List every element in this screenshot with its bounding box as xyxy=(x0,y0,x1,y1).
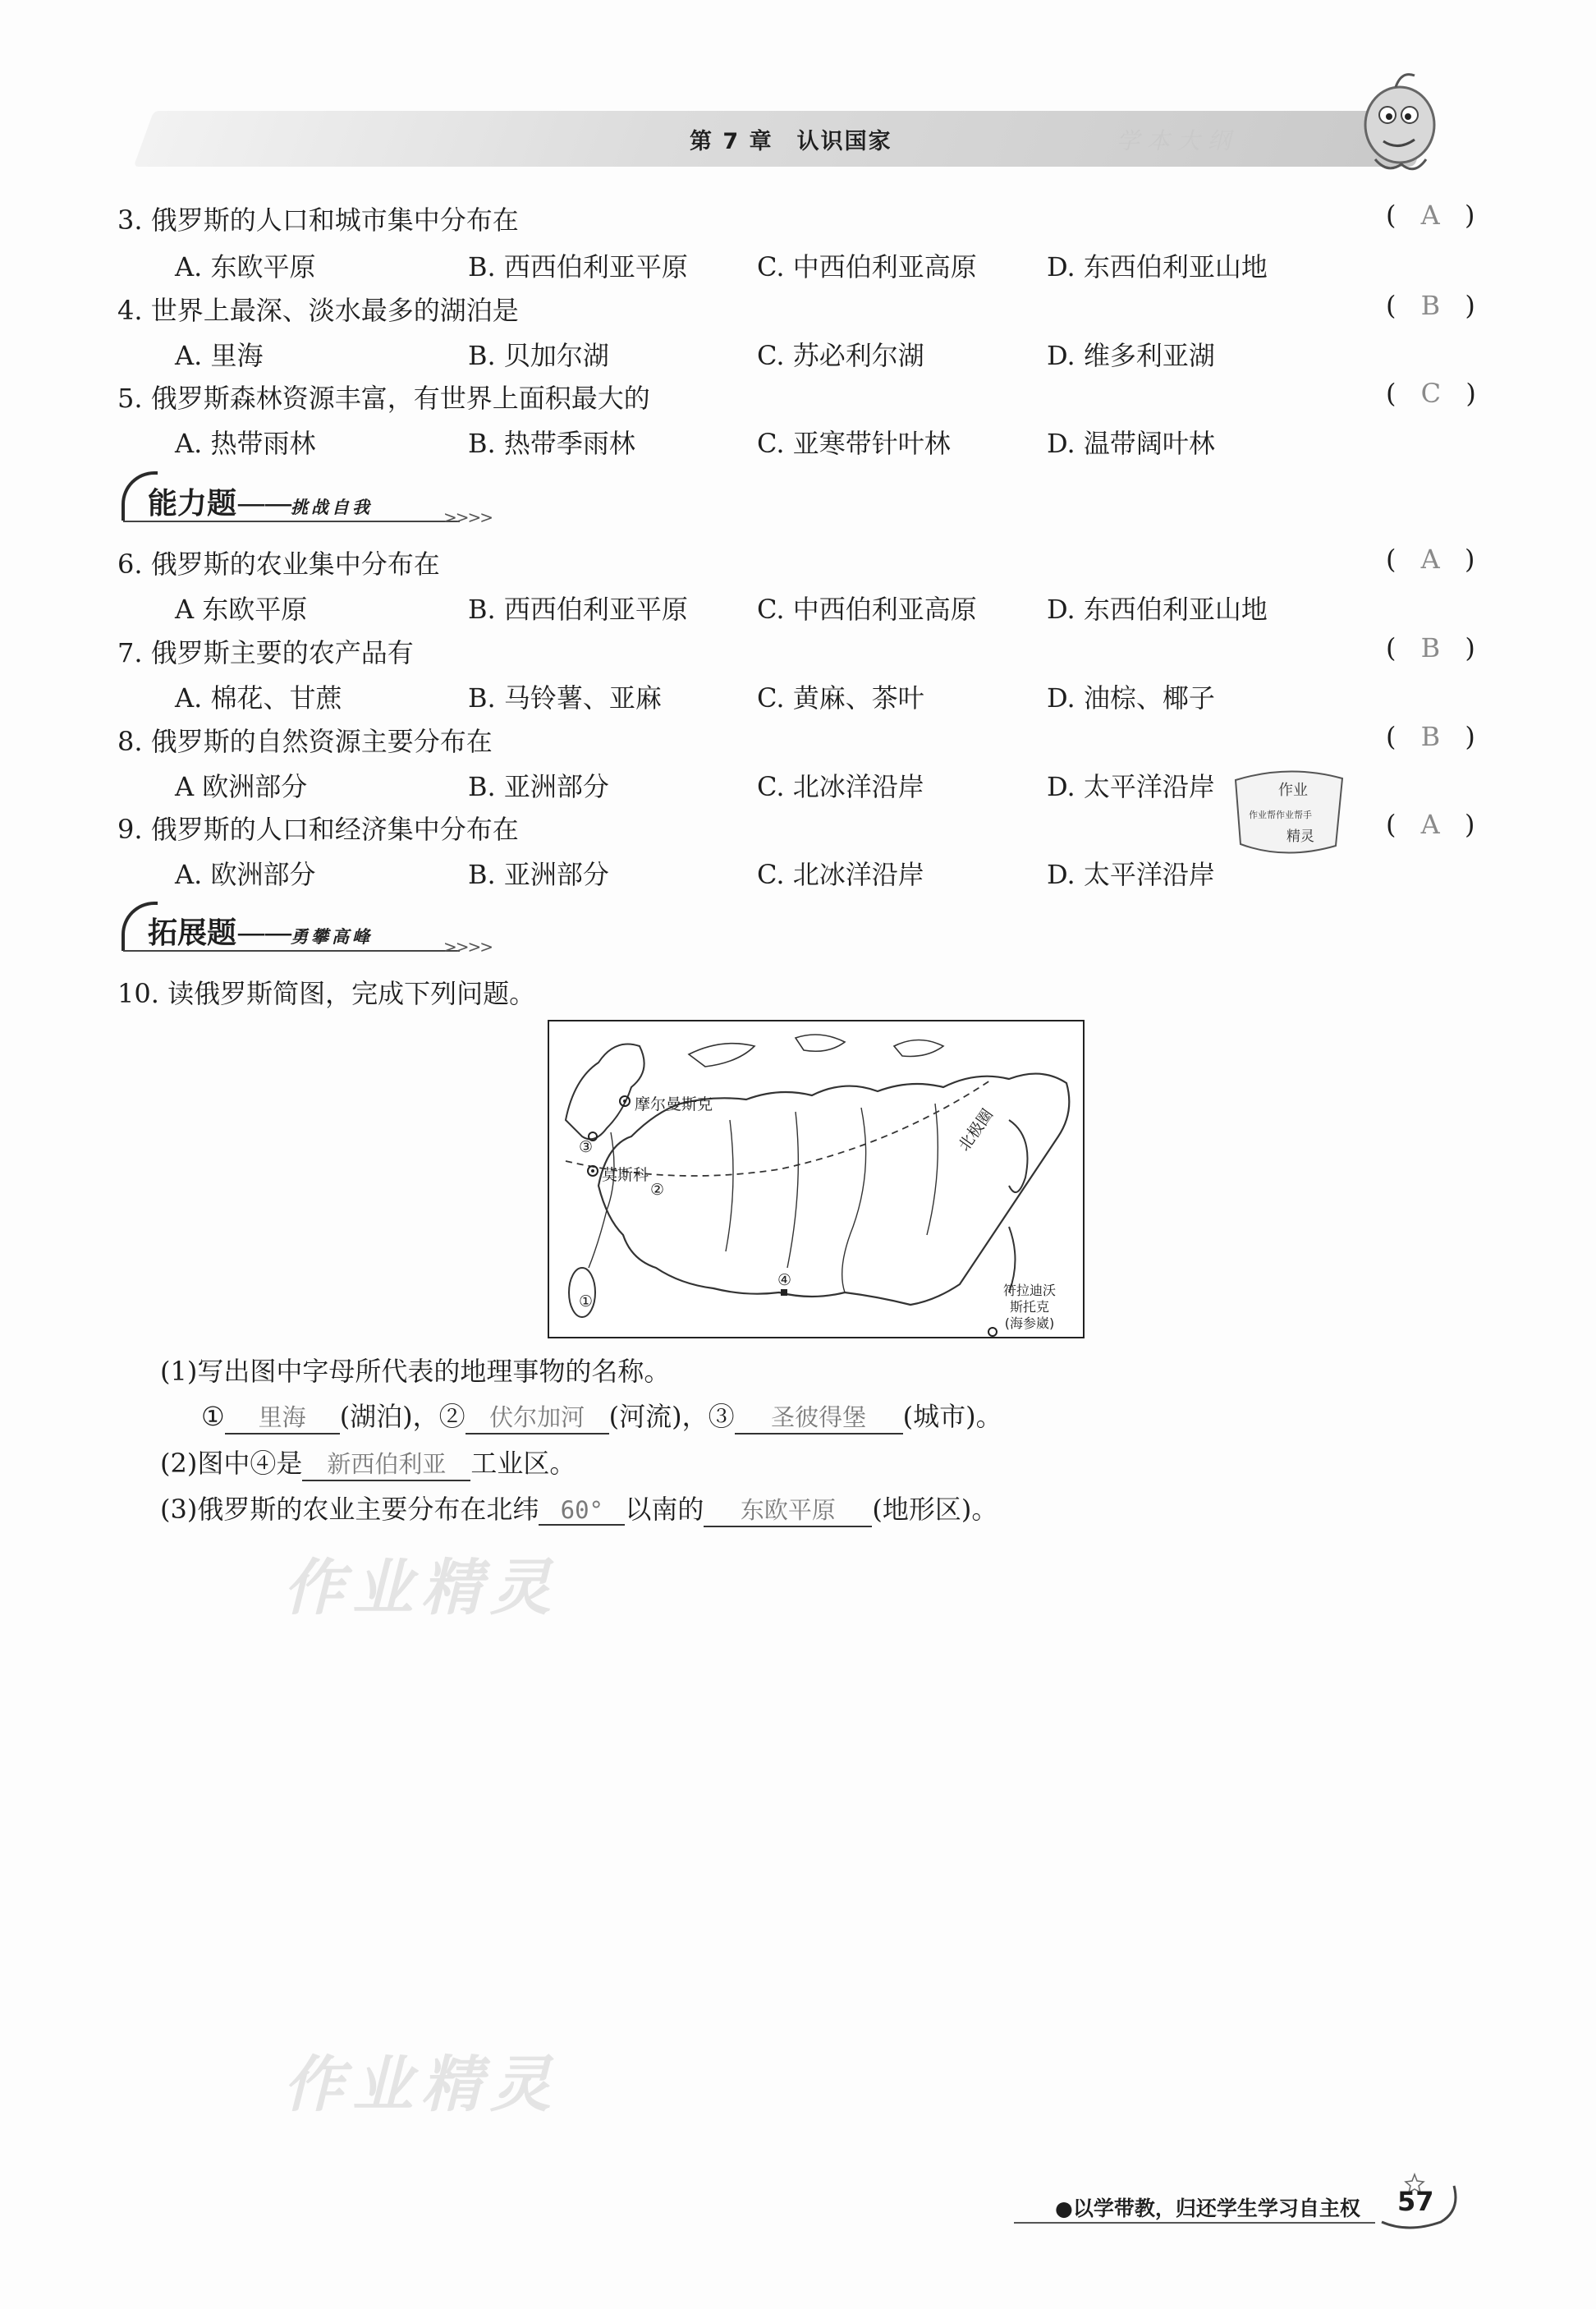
question-5-option-b: B. 热带季雨林 xyxy=(468,428,635,459)
marker-4-square-icon xyxy=(781,1289,787,1296)
question-3-stem: 3. 俄罗斯的人口和城市集中分布在 xyxy=(117,204,519,236)
vladivostok-marker-icon xyxy=(988,1328,997,1336)
section-extension-subtitle: 勇攀高峰 xyxy=(291,927,374,947)
question-4-answer: ( B ) xyxy=(1386,290,1484,321)
section-ability-heading xyxy=(148,480,373,522)
question-6-stem: 6. 俄罗斯的农业集中分布在 xyxy=(117,549,440,580)
section-ability-dash: —— xyxy=(236,487,291,521)
answer-industrial-zone: 新西伯利亚 xyxy=(302,1446,470,1481)
section-ability-subtitle: 挑战自我 xyxy=(291,498,374,517)
question-4-stem: 4. 世界上最深、淡水最多的湖泊是 xyxy=(117,295,519,326)
map-label-vladivostok-line-3: (海参崴) xyxy=(1004,1315,1055,1331)
question-10-sub1-text-3: (城市)。 xyxy=(902,1401,1002,1432)
question-4-option-b: B. 贝加尔湖 xyxy=(468,340,609,371)
map-marker-4: ④ xyxy=(777,1271,792,1289)
question-5-answer: ( C ) xyxy=(1386,378,1484,409)
question-4-option-d: D. 维多利亚湖 xyxy=(1047,340,1215,371)
stamp-top-text: 作业 xyxy=(1278,782,1308,799)
map-marker-2: ② xyxy=(650,1181,665,1199)
question-6-answer: ( A ) xyxy=(1386,544,1484,575)
question-3-option-b: B. 西西伯利亚平原 xyxy=(468,251,688,282)
answer-river: 伏尔加河 xyxy=(466,1399,609,1435)
question-10-sub3-pre: (3)俄罗斯的农业主要分布在北纬 xyxy=(160,1494,539,1525)
question-7-answer: ( B ) xyxy=(1386,632,1484,663)
section-extension-dash: —— xyxy=(236,916,291,950)
page-number: 57 xyxy=(1397,2186,1434,2217)
question-8-option-a: A 欧洲部分 xyxy=(175,771,308,802)
question-10-sub1-line xyxy=(201,1396,1002,1435)
header-faint-text: 学 本 大 纲 xyxy=(1117,127,1231,154)
question-6-option-b: B. 西西伯利亚平原 xyxy=(468,594,688,625)
question-4-option-a: A. 里海 xyxy=(175,340,264,371)
question-5-stem: 5. 俄罗斯森林资源丰富，有世界上面积最大的 xyxy=(117,383,650,414)
question-8-option-c: C. 北冰洋沿岸 xyxy=(757,771,924,802)
question-5-option-d: D. 温带阔叶林 xyxy=(1047,428,1215,459)
section-ability-chevrons-icon: >>>> xyxy=(443,507,493,527)
stamp-bottom-text: 精灵 xyxy=(1286,829,1314,845)
question-3-option-d: D. 东西伯利亚山地 xyxy=(1047,251,1268,282)
question-3-option-a: A. 东欧平原 xyxy=(175,251,316,282)
footer-motto: ●以学带教，归还学生学习自主权 xyxy=(1055,2197,1360,2220)
stamp-middle-text: 作业帮作业帮手 xyxy=(1249,810,1312,820)
section-extension-chevrons-icon: >>>> xyxy=(443,937,493,957)
question-6-option-d: D. 东西伯利亚山地 xyxy=(1047,594,1268,625)
question-8-option-b: B. 亚洲部分 xyxy=(468,771,609,802)
question-9-answer: ( A ) xyxy=(1386,809,1484,840)
question-10-sub3-line xyxy=(160,1489,998,1527)
answer-city: 圣彼得堡 xyxy=(735,1399,903,1435)
footer-divider xyxy=(1014,2222,1375,2224)
question-3-answer: ( A ) xyxy=(1386,200,1484,231)
map-label-vladivostok-line-2: 斯托克 xyxy=(1010,1299,1050,1315)
question-8-option-d: D. 太平洋沿岸 xyxy=(1047,771,1215,802)
question-10-sub2-line xyxy=(160,1443,576,1481)
question-10-sub2-pre: (2)图中④是 xyxy=(160,1448,303,1479)
question-7-stem: 7. 俄罗斯主要的农产品有 xyxy=(117,637,414,668)
question-9-stem: 9. 俄罗斯的人口和经济集中分布在 xyxy=(117,814,519,845)
homework-stamp xyxy=(1227,764,1351,861)
map-label-moscow: 莫斯科 xyxy=(602,1166,649,1184)
map-label-arctic-circle: 北极圈 xyxy=(955,1105,998,1155)
question-7-option-c: C. 黄麻、茶叶 xyxy=(757,682,924,714)
section-ability-title: 能力题 xyxy=(148,487,237,521)
question-6-option-c: C. 中西伯利亚高原 xyxy=(757,594,977,625)
question-9-option-c: C. 北冰洋沿岸 xyxy=(757,859,924,890)
question-10-sub3-post: (地形区)。 xyxy=(872,1494,998,1525)
question-10-sub1-text-2: (河流)，③ xyxy=(608,1401,735,1432)
mascot-icon xyxy=(1351,67,1449,182)
question-3-option-c: C. 中西伯利亚高原 xyxy=(757,251,977,282)
section-ability-underline xyxy=(123,521,460,522)
question-10-sub2-post: 工业区。 xyxy=(470,1448,576,1479)
question-10-sub1-text-1: (湖泊)，② xyxy=(339,1401,466,1432)
question-9-option-b: B. 亚洲部分 xyxy=(468,859,609,890)
question-5-option-c: C. 亚寒带针叶林 xyxy=(757,428,951,459)
question-4-option-c: C. 苏必利尔湖 xyxy=(757,340,924,371)
section-extension-underline xyxy=(123,950,460,952)
question-8-stem: 8. 俄罗斯的自然资源主要分布在 xyxy=(117,726,493,757)
question-6-option-a: A 东欧平原 xyxy=(175,594,308,625)
answer-lake: 里海 xyxy=(225,1399,340,1435)
question-9-option-a: A. 欧洲部分 xyxy=(175,859,316,890)
question-8-answer: ( B ) xyxy=(1386,721,1484,752)
section-extension-title: 拓展题 xyxy=(148,916,237,950)
question-10-sub3-mid: 以南的 xyxy=(625,1494,704,1525)
chapter-title: 第 7 章 认识国家 xyxy=(690,129,892,154)
question-7-option-d: D. 油棕、椰子 xyxy=(1047,682,1215,714)
question-7-option-b: B. 马铃薯、亚麻 xyxy=(468,682,662,714)
question-10-sub1-marker: ① xyxy=(201,1401,225,1432)
russia-map xyxy=(548,1020,1085,1338)
question-5-option-a: A. 热带雨林 xyxy=(175,428,316,459)
question-10-sub1-prompt: (1)写出图中字母所代表的地理事物的名称。 xyxy=(160,1356,671,1387)
map-label-vladivostok xyxy=(1003,1283,1056,1332)
answer-latitude: 60° xyxy=(539,1496,625,1526)
answer-landform: 东欧平原 xyxy=(704,1492,872,1527)
map-marker-3: ③ xyxy=(579,1138,594,1156)
question-9-option-d: D. 太平洋沿岸 xyxy=(1047,859,1215,890)
question-10-stem: 10. 读俄罗斯简图，完成下列问题。 xyxy=(117,978,536,1009)
map-label-murmansk: 摩尔曼斯克 xyxy=(635,1095,713,1113)
watermark: 作业精灵 xyxy=(283,2050,559,2120)
map-label-vladivostok-line-1: 符拉迪沃 xyxy=(1003,1283,1057,1298)
map-marker-1: ① xyxy=(579,1292,594,1311)
question-7-option-a: A. 棉花、甘蔗 xyxy=(175,682,342,714)
section-extension-heading xyxy=(148,910,373,952)
watermark: 作业精灵 xyxy=(283,1553,559,1623)
